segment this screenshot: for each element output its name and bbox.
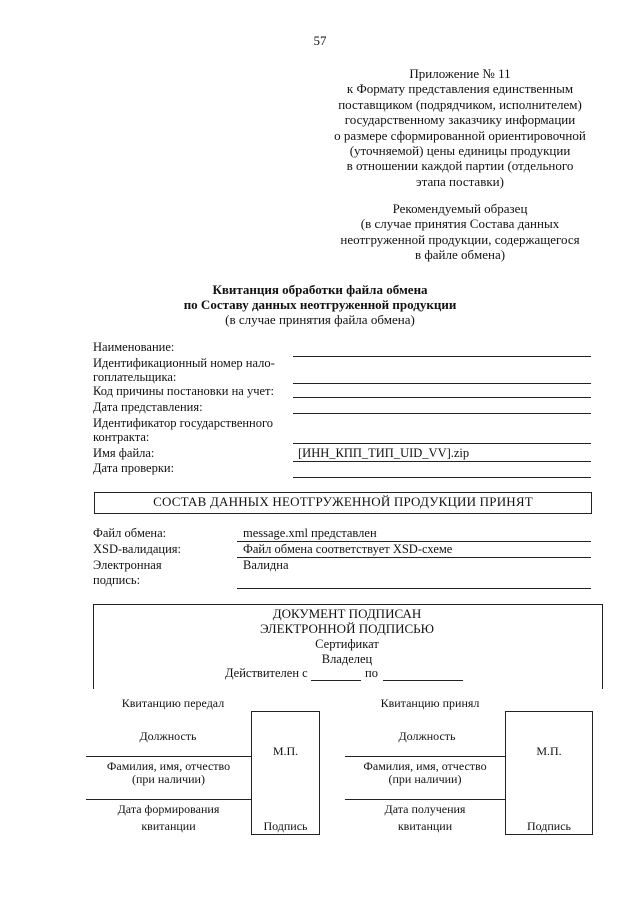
appendix-line: в отношении каждой партии (отдельного — [346, 158, 574, 174]
signature-valid-from-line — [311, 680, 361, 681]
appendix-line: государственному заказчику информации — [344, 112, 576, 128]
field-name-line — [293, 356, 591, 357]
right-sign: Подпись — [526, 819, 572, 833]
field-contract-label-1: Идентификатор государственного — [93, 416, 274, 430]
check-esig-value: Валидна — [243, 558, 289, 572]
right-fio-label-2: (при наличии) — [388, 772, 462, 786]
left-date-label-1: Дата формирования — [117, 802, 220, 816]
appendix-header — [300, 66, 620, 189]
signature-valid-to-line — [383, 680, 463, 681]
left-fio-label-1: Фамилия, имя, отчество — [106, 759, 231, 773]
right-position-line — [345, 756, 505, 757]
left-position-line — [86, 756, 251, 757]
check-esig-label-1: Электронная — [93, 558, 162, 572]
appendix-line: о размере сформированной ориентировочной — [334, 127, 586, 143]
field-inn-label-2: гоплательщика: — [93, 370, 177, 384]
field-inn-label-1: Идентификационный номер нало- — [93, 356, 275, 370]
recommended-line: в файле обмена) — [414, 247, 506, 263]
signature-line-2: ЭЛЕКТРОННОЙ ПОДПИСЬЮ — [260, 621, 434, 636]
signature-owner: Владелец — [321, 652, 373, 666]
field-check-date-line — [293, 477, 591, 478]
appendix-line: поставщиком (подрядчиком, исполнителем) — [338, 96, 582, 112]
appendix-line: этапа поставки) — [416, 173, 504, 189]
check-file-label: Файл обмена: — [93, 526, 167, 540]
right-fio-label-1: Фамилия, имя, отчество — [363, 759, 487, 773]
appendix-line: (уточняемой) цены единицы продукции — [349, 143, 571, 159]
right-block-header: Квитанцию принял — [380, 696, 480, 710]
field-file-name-line — [293, 461, 591, 462]
check-xsd-line — [237, 557, 591, 558]
recommended-line: Рекомендуемый образец — [392, 201, 528, 216]
recommended-line: (в случае принятия Состава данных — [360, 216, 560, 232]
field-contract-label-2: контракта: — [93, 430, 150, 444]
appendix-line: Приложение № 11 — [409, 66, 511, 81]
field-kpp-line — [293, 397, 591, 398]
field-date-submitted-label: Дата представления: — [93, 400, 203, 414]
title-line-1: Квитанция обработки файла обмена — [212, 282, 428, 297]
document-title — [0, 282, 640, 327]
field-file-name-value: [ИНН_КПП_ТИП_UID_VV].zip — [298, 446, 470, 460]
recommended-sample-note — [300, 201, 620, 263]
field-contract-line — [293, 443, 591, 444]
field-date-submitted-line — [293, 413, 591, 414]
check-esig-line — [237, 588, 591, 589]
check-file-value: message.xml представлен — [243, 526, 377, 540]
left-sign: Подпись — [263, 819, 308, 833]
left-block-header: Квитанцию передал — [121, 696, 225, 710]
field-name-label: Наименование: — [93, 340, 175, 354]
field-kpp-label: Код причины постановки на учет: — [93, 384, 274, 398]
recommended-line: неотгруженной продукции, содержащегося — [340, 231, 580, 247]
page-number: 57 — [313, 33, 327, 48]
left-mp: М.П. — [272, 744, 299, 758]
right-date-label-2: квитанции — [397, 819, 453, 833]
left-stamp-box — [251, 711, 320, 835]
right-mp: М.П. — [536, 744, 562, 758]
left-fio-line — [86, 799, 251, 800]
left-fio-label-2: (при наличии) — [132, 772, 205, 786]
right-stamp-box — [505, 711, 593, 835]
right-position-label: Должность — [398, 729, 456, 743]
signature-line-1: ДОКУМЕНТ ПОДПИСАН — [272, 606, 422, 621]
signature-valid-to: по — [365, 666, 378, 680]
signature-valid-from: Действителен с — [225, 666, 308, 680]
status-text: СОСТАВ ДАННЫХ НЕОТГРУЖЕННОЙ ПРОДУКЦИИ ПРИНЯТ — [153, 494, 533, 509]
left-position-label: Должность — [139, 729, 197, 743]
right-date-label-1: Дата получения — [384, 802, 466, 816]
check-xsd-value: Файл обмена соответствует XSD-схеме — [243, 542, 453, 556]
left-date-label-2: квитанции — [141, 819, 196, 833]
field-file-name-label: Имя файла: — [93, 446, 155, 460]
signature-cert: Сертификат — [315, 637, 379, 651]
title-subtitle: (в случае принятия файла обмена) — [225, 312, 415, 327]
title-line-2: по Составу данных неотгруженной продукции — [183, 297, 457, 312]
appendix-line: к Формату представления единственным — [346, 81, 574, 97]
check-esig-label-2: подпись: — [93, 573, 141, 587]
field-check-date-label: Дата проверки: — [93, 461, 175, 475]
right-fio-line — [345, 799, 505, 800]
check-xsd-label: XSD-валидация: — [93, 542, 182, 556]
field-inn-line — [293, 383, 591, 384]
